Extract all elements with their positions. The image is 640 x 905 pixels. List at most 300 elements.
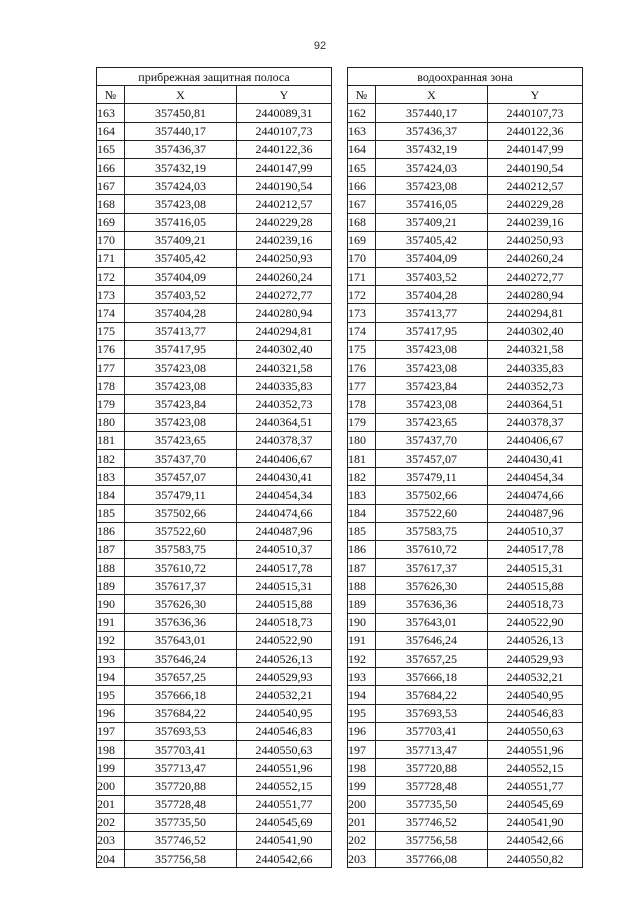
- left-point-number: 189: [97, 577, 125, 595]
- right-y-coordinate: 2440541,90: [488, 813, 583, 831]
- right-point-number: 174: [348, 322, 376, 340]
- left-y-coordinate: 2440529,93: [237, 668, 332, 686]
- column-gap: [332, 722, 348, 740]
- right-x-coordinate: 357617,37: [376, 559, 488, 577]
- left-y-coordinate: 2440260,24: [237, 268, 332, 286]
- right-point-number: 170: [348, 249, 376, 267]
- right-point-number: 200: [348, 795, 376, 813]
- page-number: 92: [313, 40, 327, 52]
- right-y-coordinate: 2440147,99: [488, 140, 583, 158]
- left-x-coordinate: 357457,07: [125, 468, 237, 486]
- right-y-coordinate: 2440454,34: [488, 468, 583, 486]
- right-y-coordinate: 2440487,96: [488, 504, 583, 522]
- column-gap: [332, 213, 348, 231]
- left-point-number: 183: [97, 468, 125, 486]
- right-x-coordinate: 357436,37: [376, 122, 488, 140]
- right-x-coordinate: 357416,05: [376, 195, 488, 213]
- left-point-number: 167: [97, 177, 125, 195]
- right-x-coordinate: 357423,08: [376, 359, 488, 377]
- left-y-coordinate: 2440551,77: [237, 795, 332, 813]
- left-point-number: 174: [97, 304, 125, 322]
- right-x-coordinate: 357432,19: [376, 140, 488, 158]
- right-point-number: 199: [348, 777, 376, 795]
- left-y-coordinate: 2440510,37: [237, 540, 332, 558]
- column-gap: [332, 395, 348, 413]
- column-gap: [332, 140, 348, 158]
- column-gap: [332, 359, 348, 377]
- column-gap: [332, 104, 348, 122]
- table-row: [97, 286, 583, 304]
- left-x-coordinate: 357626,30: [125, 595, 237, 613]
- left-y-coordinate: 2440515,88: [237, 595, 332, 613]
- right-x-coordinate: 357522,60: [376, 504, 488, 522]
- left-x-coordinate: 357405,42: [125, 249, 237, 267]
- left-y-coordinate: 2440522,90: [237, 631, 332, 649]
- left-point-number: 191: [97, 613, 125, 631]
- left-x-coordinate: 357413,77: [125, 322, 237, 340]
- column-gap: [332, 431, 348, 449]
- table-row: [97, 613, 583, 631]
- left-x-coordinate: 357643,01: [125, 631, 237, 649]
- table-row: [97, 577, 583, 595]
- right-point-number: 163: [348, 122, 376, 140]
- left-y-coordinate: 2440147,99: [237, 158, 332, 176]
- right-x-coordinate: 357403,52: [376, 268, 488, 286]
- right-y-coordinate: 2440302,40: [488, 322, 583, 340]
- right-point-number: 168: [348, 213, 376, 231]
- right-y-coordinate: 2440526,13: [488, 631, 583, 649]
- right-point-number: 196: [348, 722, 376, 740]
- column-gap: [332, 377, 348, 395]
- right-x-coordinate: 357756,58: [376, 831, 488, 849]
- right-y-coordinate: 2440540,95: [488, 686, 583, 704]
- right-y-coordinate: 2440542,66: [488, 831, 583, 849]
- right-point-number: 193: [348, 668, 376, 686]
- column-gap: [332, 740, 348, 758]
- right-y-coordinate: 2440551,77: [488, 777, 583, 795]
- table-row: [97, 304, 583, 322]
- right-x-coordinate: 357636,36: [376, 595, 488, 613]
- column-gap: [332, 831, 348, 849]
- left-y-coordinate: 2440541,90: [237, 831, 332, 849]
- left-x-coordinate: 357684,22: [125, 704, 237, 722]
- right-point-number: 182: [348, 468, 376, 486]
- left-y-coordinate: 2440089,31: [237, 104, 332, 122]
- left-y-coordinate: 2440335,83: [237, 377, 332, 395]
- right-x-coordinate: 357417,95: [376, 322, 488, 340]
- right-y-coordinate: 2440280,94: [488, 286, 583, 304]
- left-x-coordinate: 357735,50: [125, 813, 237, 831]
- left-y-coordinate: 2440294,81: [237, 322, 332, 340]
- left-point-number: 193: [97, 650, 125, 668]
- left-y-coordinate: 2440190,54: [237, 177, 332, 195]
- left-x-coordinate: 357646,24: [125, 650, 237, 668]
- section-title-row: [97, 68, 583, 86]
- coordinates-body: [97, 104, 583, 868]
- left-x-coordinate: 357416,05: [125, 213, 237, 231]
- table-row: [97, 468, 583, 486]
- column-gap: [332, 468, 348, 486]
- right-y-coordinate: 2440518,73: [488, 595, 583, 613]
- left-y-coordinate: 2440540,95: [237, 704, 332, 722]
- table-row: [97, 668, 583, 686]
- right-x-coordinate: 357728,48: [376, 777, 488, 795]
- column-gap: [332, 777, 348, 795]
- left-section-title: прибрежная защитная полоса: [97, 68, 332, 86]
- left-point-number: 165: [97, 140, 125, 158]
- right-y-coordinate: 2440321,58: [488, 340, 583, 358]
- right-x-coordinate: 357423,84: [376, 377, 488, 395]
- right-y-coordinate: 2440550,63: [488, 722, 583, 740]
- column-gap: [332, 559, 348, 577]
- right-point-number: 184: [348, 504, 376, 522]
- right-y-coordinate: 2440107,73: [488, 104, 583, 122]
- right-y-coordinate: 2440550,82: [488, 850, 583, 868]
- right-point-number: 180: [348, 431, 376, 449]
- right-point-number: 178: [348, 395, 376, 413]
- left-x-coordinate: 357403,52: [125, 286, 237, 304]
- right-y-coordinate: 2440190,54: [488, 158, 583, 176]
- column-gap: [332, 850, 348, 868]
- right-y-coordinate: 2440517,78: [488, 540, 583, 558]
- right-x-coordinate: 357502,66: [376, 486, 488, 504]
- left-x-coordinate: 357450,81: [125, 104, 237, 122]
- column-gap: [332, 813, 348, 831]
- right-point-number: 192: [348, 650, 376, 668]
- left-point-number: 198: [97, 740, 125, 758]
- right-point-number: 187: [348, 559, 376, 577]
- right-x-coordinate: 357423,65: [376, 413, 488, 431]
- right-x-coordinate: 357437,70: [376, 431, 488, 449]
- column-gap: [332, 413, 348, 431]
- right-x-coordinate: 357457,07: [376, 449, 488, 467]
- left-x-coordinate: 357440,17: [125, 122, 237, 140]
- left-x-coordinate: 357522,60: [125, 522, 237, 540]
- right-x-coordinate: 357646,24: [376, 631, 488, 649]
- left-point-number: 192: [97, 631, 125, 649]
- right-x-coordinate: 357766,08: [376, 850, 488, 868]
- left-point-number: 180: [97, 413, 125, 431]
- table-row: [97, 377, 583, 395]
- left-point-number: 172: [97, 268, 125, 286]
- table-row: [97, 340, 583, 358]
- column-gap: [332, 177, 348, 195]
- table-row: [97, 195, 583, 213]
- right-point-number: 172: [348, 286, 376, 304]
- column-gap: [332, 759, 348, 777]
- right-x-coordinate: 357404,28: [376, 286, 488, 304]
- column-gap: [332, 122, 348, 140]
- left-x-coordinate: 357728,48: [125, 795, 237, 813]
- left-x-coordinate: 357424,03: [125, 177, 237, 195]
- table-row: [97, 522, 583, 540]
- right-point-number: 202: [348, 831, 376, 849]
- right-y-coordinate: 2440229,28: [488, 195, 583, 213]
- table-row: [97, 831, 583, 849]
- left-point-number: 179: [97, 395, 125, 413]
- right-y-coordinate: 2440250,93: [488, 231, 583, 249]
- right-col-x-header: X: [376, 86, 488, 104]
- right-x-coordinate: 357735,50: [376, 795, 488, 813]
- right-x-coordinate: 357684,22: [376, 686, 488, 704]
- table-row: [97, 249, 583, 267]
- left-x-coordinate: 357617,37: [125, 577, 237, 595]
- right-x-coordinate: 357413,77: [376, 304, 488, 322]
- left-x-coordinate: 357436,37: [125, 140, 237, 158]
- left-y-coordinate: 2440454,34: [237, 486, 332, 504]
- left-y-coordinate: 2440352,73: [237, 395, 332, 413]
- left-point-number: 188: [97, 559, 125, 577]
- table-row: [97, 231, 583, 249]
- right-point-number: 166: [348, 177, 376, 195]
- left-y-coordinate: 2440229,28: [237, 213, 332, 231]
- table-row: [97, 759, 583, 777]
- left-point-number: 204: [97, 850, 125, 868]
- right-col-y-header: Y: [488, 86, 583, 104]
- coordinates-table: [96, 67, 583, 868]
- table-row: [97, 140, 583, 158]
- left-x-coordinate: 357636,36: [125, 613, 237, 631]
- table-row: [97, 395, 583, 413]
- right-col-number-header: №: [348, 86, 376, 104]
- left-y-coordinate: 2440487,96: [237, 522, 332, 540]
- right-point-number: 190: [348, 613, 376, 631]
- column-gap: [332, 231, 348, 249]
- left-y-coordinate: 2440474,66: [237, 504, 332, 522]
- left-point-number: 187: [97, 540, 125, 558]
- right-x-coordinate: 357423,08: [376, 340, 488, 358]
- right-section-title: водоохранная зона: [348, 68, 583, 86]
- right-y-coordinate: 2440239,16: [488, 213, 583, 231]
- right-point-number: 201: [348, 813, 376, 831]
- right-x-coordinate: 357703,41: [376, 722, 488, 740]
- table-row: [97, 177, 583, 195]
- right-point-number: 191: [348, 631, 376, 649]
- right-point-number: 162: [348, 104, 376, 122]
- table-row: [97, 504, 583, 522]
- left-x-coordinate: 357703,41: [125, 740, 237, 758]
- right-point-number: 175: [348, 340, 376, 358]
- left-y-coordinate: 2440526,13: [237, 650, 332, 668]
- table-row: [97, 595, 583, 613]
- right-y-coordinate: 2440260,24: [488, 249, 583, 267]
- right-y-coordinate: 2440294,81: [488, 304, 583, 322]
- left-point-number: 201: [97, 795, 125, 813]
- column-gap: [332, 304, 348, 322]
- right-y-coordinate: 2440335,83: [488, 359, 583, 377]
- left-y-coordinate: 2440122,36: [237, 140, 332, 158]
- right-point-number: 203: [348, 850, 376, 868]
- left-x-coordinate: 357437,70: [125, 449, 237, 467]
- left-point-number: 178: [97, 377, 125, 395]
- left-y-coordinate: 2440430,41: [237, 468, 332, 486]
- left-x-coordinate: 357432,19: [125, 158, 237, 176]
- right-point-number: 198: [348, 759, 376, 777]
- left-point-number: 177: [97, 359, 125, 377]
- left-point-number: 175: [97, 322, 125, 340]
- left-x-coordinate: 357423,08: [125, 377, 237, 395]
- right-point-number: 185: [348, 522, 376, 540]
- left-y-coordinate: 2440406,67: [237, 449, 332, 467]
- right-point-number: 177: [348, 377, 376, 395]
- right-x-coordinate: 357610,72: [376, 540, 488, 558]
- table-row: [97, 449, 583, 467]
- right-x-coordinate: 357405,42: [376, 231, 488, 249]
- right-y-coordinate: 2440474,66: [488, 486, 583, 504]
- left-point-number: 171: [97, 249, 125, 267]
- right-point-number: 176: [348, 359, 376, 377]
- table-row: [97, 740, 583, 758]
- right-x-coordinate: 357440,17: [376, 104, 488, 122]
- left-col-y-header: Y: [237, 86, 332, 104]
- left-point-number: 173: [97, 286, 125, 304]
- right-point-number: 186: [348, 540, 376, 558]
- table-row: [97, 431, 583, 449]
- left-y-coordinate: 2440532,21: [237, 686, 332, 704]
- right-x-coordinate: 357626,30: [376, 577, 488, 595]
- left-y-coordinate: 2440107,73: [237, 122, 332, 140]
- left-point-number: 186: [97, 522, 125, 540]
- column-header-row: [97, 86, 583, 104]
- right-y-coordinate: 2440546,83: [488, 704, 583, 722]
- right-point-number: 164: [348, 140, 376, 158]
- left-x-coordinate: 357746,52: [125, 831, 237, 849]
- left-x-coordinate: 357583,75: [125, 540, 237, 558]
- right-y-coordinate: 2440545,69: [488, 795, 583, 813]
- left-y-coordinate: 2440239,16: [237, 231, 332, 249]
- right-y-coordinate: 2440532,21: [488, 668, 583, 686]
- left-y-coordinate: 2440515,31: [237, 577, 332, 595]
- right-x-coordinate: 357746,52: [376, 813, 488, 831]
- right-y-coordinate: 2440515,31: [488, 559, 583, 577]
- right-y-coordinate: 2440406,67: [488, 431, 583, 449]
- table-row: [97, 359, 583, 377]
- left-x-coordinate: 357404,09: [125, 268, 237, 286]
- column-gap: [332, 595, 348, 613]
- left-y-coordinate: 2440545,69: [237, 813, 332, 831]
- left-y-coordinate: 2440517,78: [237, 559, 332, 577]
- left-y-coordinate: 2440302,40: [237, 340, 332, 358]
- table-row: [97, 268, 583, 286]
- left-x-coordinate: 357479,11: [125, 486, 237, 504]
- right-x-coordinate: 357720,88: [376, 759, 488, 777]
- left-y-coordinate: 2440212,57: [237, 195, 332, 213]
- left-point-number: 200: [97, 777, 125, 795]
- left-x-coordinate: 357409,21: [125, 231, 237, 249]
- table-row: [97, 413, 583, 431]
- column-gap: [332, 449, 348, 467]
- table-row: [97, 686, 583, 704]
- left-y-coordinate: 2440378,37: [237, 431, 332, 449]
- left-point-number: 164: [97, 122, 125, 140]
- right-point-number: 181: [348, 449, 376, 467]
- left-point-number: 166: [97, 158, 125, 176]
- left-x-coordinate: 357417,95: [125, 340, 237, 358]
- right-point-number: 167: [348, 195, 376, 213]
- column-gap: [332, 195, 348, 213]
- left-point-number: 181: [97, 431, 125, 449]
- left-x-coordinate: 357693,53: [125, 722, 237, 740]
- right-x-coordinate: 357643,01: [376, 613, 488, 631]
- left-x-coordinate: 357657,25: [125, 668, 237, 686]
- table-row: [97, 722, 583, 740]
- table-row: [97, 777, 583, 795]
- table-row: [97, 650, 583, 668]
- right-point-number: 165: [348, 158, 376, 176]
- table-row: [97, 158, 583, 176]
- right-x-coordinate: 357693,53: [376, 704, 488, 722]
- table-row: [97, 540, 583, 558]
- left-point-number: 168: [97, 195, 125, 213]
- left-point-number: 199: [97, 759, 125, 777]
- right-x-coordinate: 357583,75: [376, 522, 488, 540]
- left-y-coordinate: 2440550,63: [237, 740, 332, 758]
- right-y-coordinate: 2440510,37: [488, 522, 583, 540]
- left-point-number: 195: [97, 686, 125, 704]
- column-gap: [332, 631, 348, 649]
- right-x-coordinate: 357713,47: [376, 740, 488, 758]
- column-gap: [332, 795, 348, 813]
- column-gap: [332, 650, 348, 668]
- right-x-coordinate: 357479,11: [376, 468, 488, 486]
- left-col-number-header: №: [97, 86, 125, 104]
- right-y-coordinate: 2440552,15: [488, 759, 583, 777]
- right-y-coordinate: 2440551,96: [488, 740, 583, 758]
- column-gap: [332, 68, 348, 86]
- right-point-number: 171: [348, 268, 376, 286]
- left-x-coordinate: 357404,28: [125, 304, 237, 322]
- table-row: [97, 704, 583, 722]
- column-gap: [332, 286, 348, 304]
- left-x-coordinate: 357720,88: [125, 777, 237, 795]
- right-x-coordinate: 357666,18: [376, 668, 488, 686]
- right-point-number: 183: [348, 486, 376, 504]
- column-gap: [332, 668, 348, 686]
- left-point-number: 170: [97, 231, 125, 249]
- right-point-number: 179: [348, 413, 376, 431]
- table-row: [97, 486, 583, 504]
- left-y-coordinate: 2440542,66: [237, 850, 332, 868]
- left-point-number: 176: [97, 340, 125, 358]
- right-x-coordinate: 357424,03: [376, 158, 488, 176]
- right-y-coordinate: 2440212,57: [488, 177, 583, 195]
- column-gap: [332, 249, 348, 267]
- table-row: [97, 104, 583, 122]
- left-x-coordinate: 357756,58: [125, 850, 237, 868]
- left-point-number: 190: [97, 595, 125, 613]
- left-point-number: 182: [97, 449, 125, 467]
- table-row: [97, 813, 583, 831]
- right-point-number: 195: [348, 704, 376, 722]
- column-gap: [332, 613, 348, 631]
- right-point-number: 189: [348, 595, 376, 613]
- left-y-coordinate: 2440250,93: [237, 249, 332, 267]
- left-point-number: 185: [97, 504, 125, 522]
- left-point-number: 169: [97, 213, 125, 231]
- table-row: [97, 322, 583, 340]
- left-x-coordinate: 357423,65: [125, 431, 237, 449]
- right-x-coordinate: 357423,08: [376, 395, 488, 413]
- column-gap: [332, 577, 348, 595]
- right-x-coordinate: 357404,09: [376, 249, 488, 267]
- right-y-coordinate: 2440529,93: [488, 650, 583, 668]
- right-point-number: 194: [348, 686, 376, 704]
- left-point-number: 197: [97, 722, 125, 740]
- table-row: [97, 850, 583, 868]
- column-gap: [332, 158, 348, 176]
- right-point-number: 197: [348, 740, 376, 758]
- column-gap: [332, 540, 348, 558]
